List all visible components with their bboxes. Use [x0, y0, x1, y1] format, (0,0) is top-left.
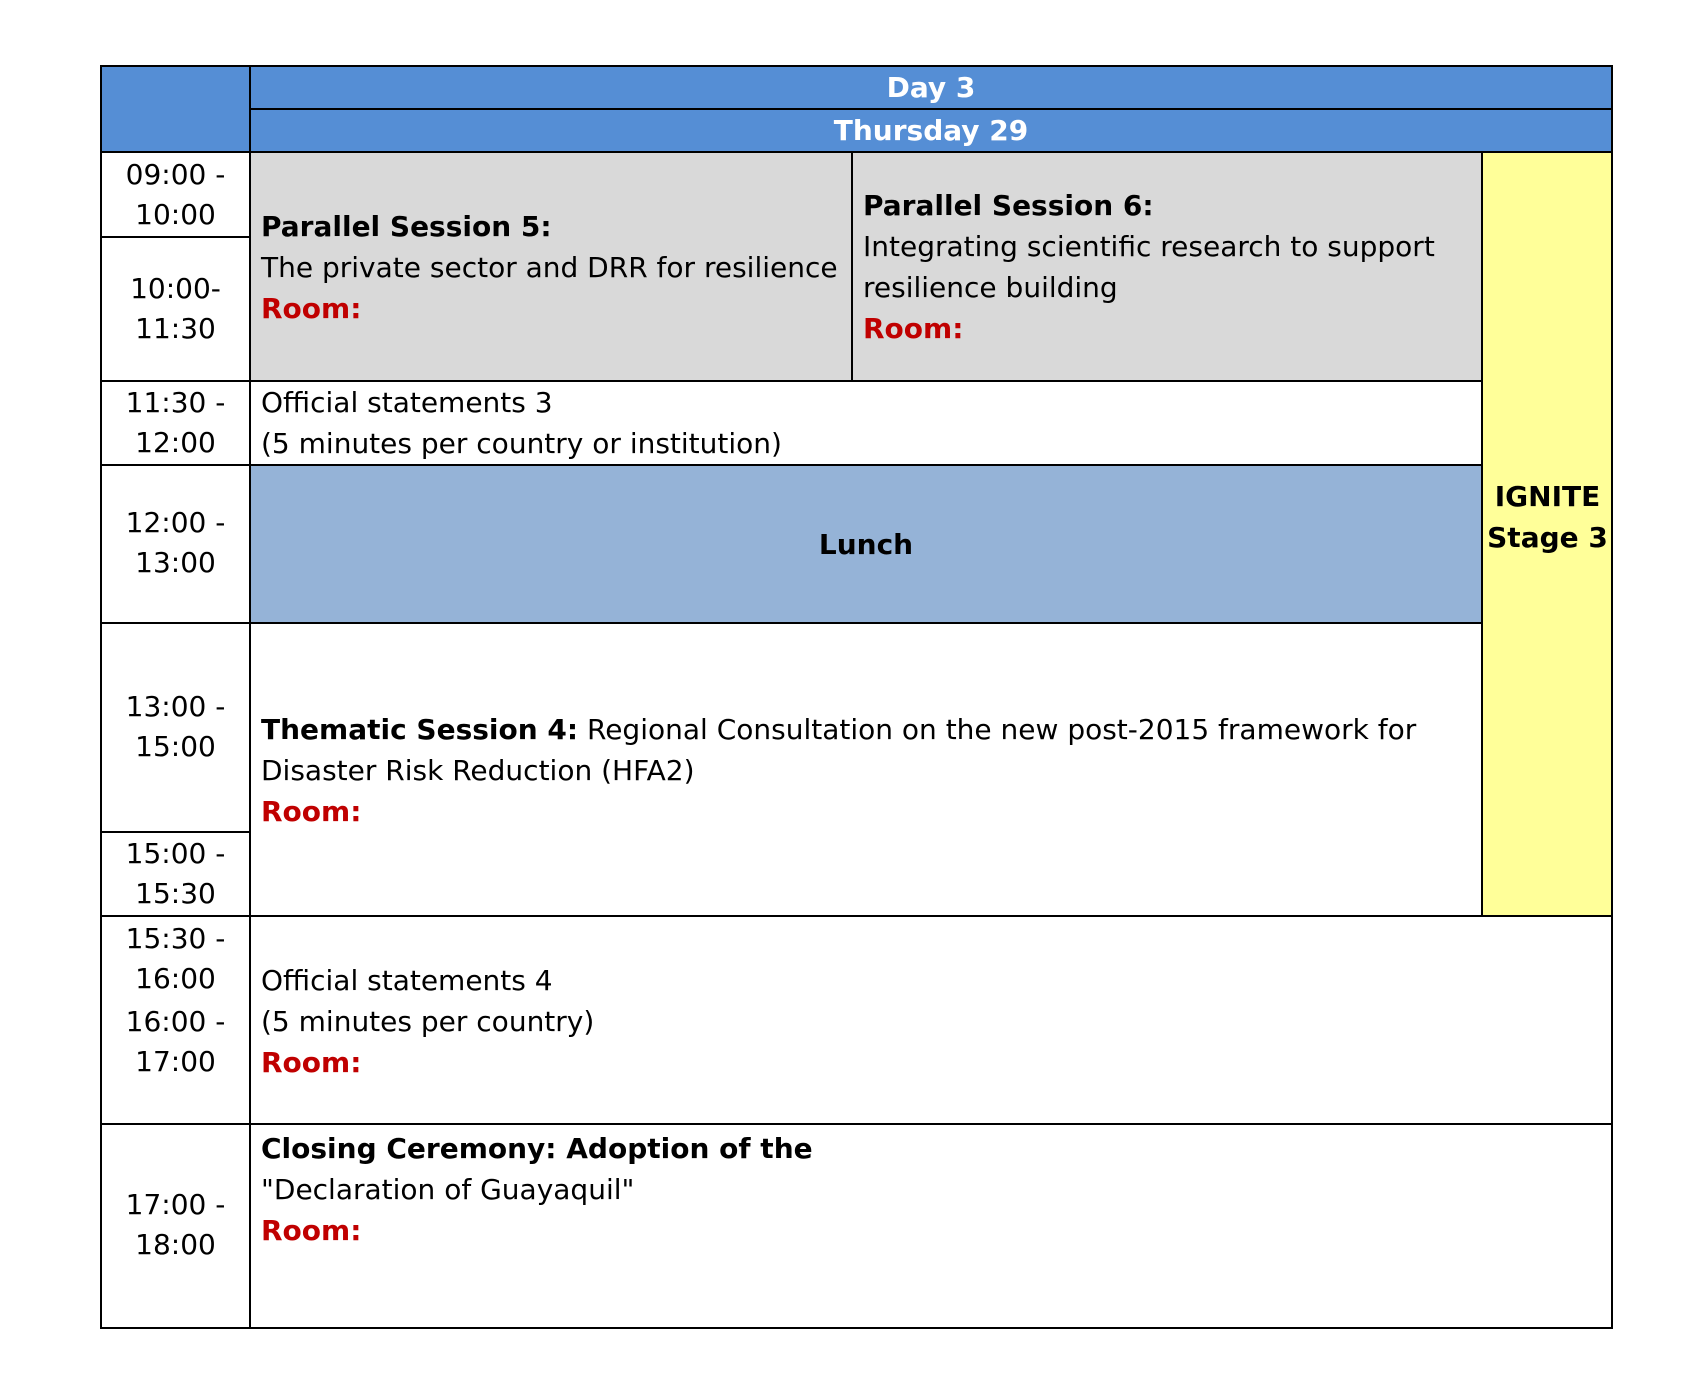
- time-end: 16:00: [135, 961, 216, 995]
- ignite-stage-block: [1483, 153, 1612, 917]
- parallel-session-5: [251, 153, 851, 381]
- closing-ceremony: [251, 1128, 1611, 1326]
- header-divider: [250, 108, 1612, 110]
- room-label: Room:: [863, 312, 964, 345]
- time-end: 13:00: [135, 546, 216, 579]
- session-description: Disaster Risk Reduction (HFA2): [261, 753, 695, 787]
- session-title: Parallel Session 6:: [863, 189, 1154, 222]
- time-start: 15:30 -: [125, 921, 226, 955]
- time-end: 11:30: [135, 312, 216, 345]
- time-column-divider: [249, 65, 251, 1329]
- header-bottom-line: [100, 151, 1613, 153]
- header-corner: [101, 66, 250, 152]
- session-description: Integrating scientific research to support: [863, 230, 1435, 263]
- ignite-label: Stage 3: [1487, 521, 1608, 554]
- thematic-session-4: [251, 624, 1481, 916]
- time-start: 11:30 -: [125, 385, 226, 419]
- official-statements-3: [251, 382, 1481, 464]
- parallel-divider: [851, 152, 853, 382]
- session-title: Parallel Session 5:: [261, 209, 552, 243]
- time-start: 16:00 -: [125, 1004, 226, 1038]
- day-header: Day 3: [250, 66, 1612, 109]
- session-line: [261, 709, 1481, 750]
- time-end: 10:00: [135, 197, 216, 231]
- time-end: 18:00: [135, 1227, 216, 1261]
- time-slot: [101, 1121, 250, 1328]
- time-slot: [101, 917, 250, 1000]
- time-slot: [101, 237, 250, 381]
- time-slot: [101, 622, 250, 832]
- session-description: Regional Consultation on the new post-2015 framework for: [578, 712, 1417, 746]
- room-label: Room:: [261, 1214, 362, 1247]
- time-line: [100, 236, 250, 238]
- ceremony-title: Closing Ceremony: Adoption of the: [261, 1132, 813, 1165]
- time-end: 15:30: [135, 876, 216, 910]
- row-line: [100, 1123, 1613, 1125]
- time-start: 13:00 -: [125, 690, 226, 723]
- room-label: Room:: [261, 291, 362, 325]
- time-end: 15:00: [135, 730, 216, 763]
- session-title: Thematic Session 4:: [261, 712, 579, 746]
- row-line: [100, 622, 1482, 624]
- time-slot: [101, 464, 250, 622]
- border-bottom: [100, 1327, 1613, 1329]
- lunch-label: Lunch: [818, 527, 914, 561]
- border-left: [100, 65, 102, 1329]
- border-top: [100, 65, 1613, 67]
- time-start: 10:00-: [130, 272, 221, 305]
- lunch-block: [251, 466, 1481, 622]
- time-slot: [101, 1000, 250, 1083]
- time-start: 09:00 -: [125, 157, 226, 191]
- time-end: 17:00: [135, 1044, 216, 1078]
- border-right: [1611, 65, 1613, 1329]
- parallel-session-6: [853, 153, 1481, 381]
- session-description: resilience building: [863, 271, 1118, 304]
- room-label: Room:: [261, 1045, 362, 1079]
- room-label: Room:: [261, 794, 362, 828]
- official-statements-4: [251, 918, 1611, 1124]
- statements-note: (5 minutes per country or institution): [261, 427, 782, 460]
- time-start: 12:00 -: [125, 506, 226, 539]
- time-slot: [101, 832, 250, 915]
- row-line: [100, 915, 1613, 917]
- row-line: [100, 380, 1482, 382]
- statements-title: Official statements 3: [261, 386, 553, 419]
- statements-title: Official statements 4: [261, 963, 553, 997]
- time-slot: [101, 381, 250, 464]
- time-line: [100, 831, 250, 833]
- session-description: The private sector and DRR for resilience: [261, 250, 838, 284]
- time-slot: [101, 153, 250, 236]
- time-end: 12:00: [135, 425, 216, 459]
- time-start: 15:00 -: [125, 836, 226, 870]
- ignite-label: IGNITE: [1494, 480, 1601, 513]
- statements-note: (5 minutes per country): [261, 1004, 595, 1038]
- ceremony-description: "Declaration of Guayaquil": [261, 1173, 635, 1206]
- ignite-divider: [1481, 152, 1483, 917]
- date-header: Thursday 29: [250, 109, 1612, 152]
- row-line: [100, 464, 1482, 466]
- time-start: 17:00 -: [125, 1187, 226, 1221]
